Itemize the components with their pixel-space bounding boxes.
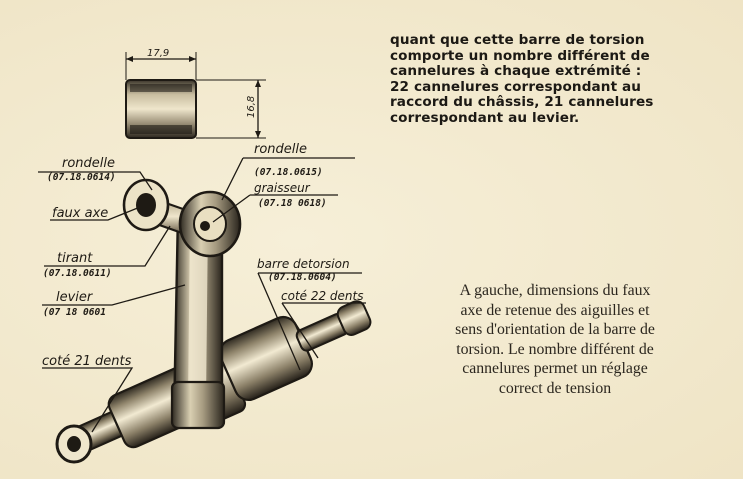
- callout-cote-22: [281, 289, 364, 303]
- label-text: graisseur: [254, 181, 310, 195]
- faux-axe-hole: [136, 193, 156, 217]
- label-text: coté 22 dents: [281, 289, 364, 303]
- callout-levier: [43, 290, 106, 318]
- caption-line: sens d'orientation de la barre de: [455, 321, 655, 339]
- caption-line: correct de tension: [498, 379, 612, 397]
- label-text: levier: [56, 290, 93, 305]
- levier-clamp: [172, 382, 224, 428]
- intro-line: correspondant au levier.: [390, 109, 580, 126]
- callout-tirant: [43, 251, 112, 279]
- label-text: coté 21 dents: [42, 354, 132, 369]
- arrow-left-icon: [126, 56, 133, 62]
- label-text: rondelle: [254, 142, 308, 157]
- caption-line: torsion. Le nombre différent de: [456, 340, 654, 358]
- intro-line: quant que cette barre de torsion: [390, 32, 645, 48]
- callout-faux-axe: [52, 206, 108, 221]
- label-text: barre detorsion: [257, 257, 350, 271]
- callout-rondelle-left: [47, 156, 116, 183]
- caption-line: cannelures permet un réglage: [462, 360, 648, 378]
- arrow-up-icon: [255, 80, 261, 87]
- intro-line: comporte un nombre différent de: [390, 47, 650, 64]
- label-text: rondelle: [62, 156, 116, 171]
- height-dimension-label: 16,8: [246, 95, 257, 118]
- intro-paragraph: [390, 33, 720, 126]
- width-dimension-label: 17,9: [147, 48, 170, 59]
- ref-text: (07.18.0611): [43, 268, 112, 279]
- arrow-right-icon: [189, 56, 196, 62]
- intro-line: cannelures à chaque extrémité :: [390, 63, 642, 79]
- torsion-bar-assembly: [57, 180, 383, 478]
- label-text: faux axe: [52, 206, 109, 221]
- label-text: tirant: [57, 251, 93, 266]
- arrow-down-icon: [255, 131, 261, 138]
- faux-axe-dimension-sketch: [126, 48, 266, 138]
- callout-rondelle-right: [254, 142, 323, 178]
- callout-cote-21: [42, 354, 132, 369]
- caption-line: A gauche, dimensions du faux: [459, 282, 651, 299]
- ref-text: (07.18.0614): [47, 172, 116, 183]
- ref-text: (07 18 0601: [43, 307, 106, 318]
- callout-barre-torsion: [257, 257, 350, 283]
- graisseur-nipple: [200, 221, 210, 231]
- intro-line: 22 cannelures correspondant au: [390, 78, 642, 95]
- caption-line: axe de retenue des aiguilles et: [460, 301, 650, 319]
- figure-caption: [407, 281, 703, 399]
- ref-text: (07.18.0615): [254, 167, 323, 178]
- intro-line: raccord du châssis, 21 cannelures: [390, 94, 654, 110]
- ref-text: (07.18.0604): [268, 272, 337, 283]
- ref-text: (07.18 0618): [258, 198, 327, 209]
